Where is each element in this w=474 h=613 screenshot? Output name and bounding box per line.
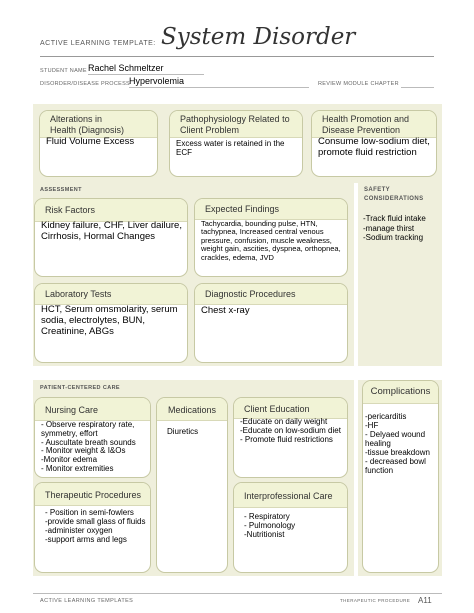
expected-findings-title: Expected Findings	[205, 204, 280, 214]
complications-box	[362, 380, 439, 573]
alterations-box	[39, 110, 158, 177]
interprofessional-care-title: Interprofessional Care	[244, 491, 333, 501]
student-name-value: Rachel Schmeltzer	[88, 63, 164, 73]
safety-text: -Track fluid intake -manage thirst -Sodium tracking	[363, 214, 426, 243]
complications-text: -pericarditis -HF - Delyaed wound healing -tissue breakdown - decreased bowl function	[365, 412, 430, 475]
risk-factors-text: Kidney failure, CHF, Liver dailure, Cirrhosis, Hormal Changes	[41, 220, 182, 242]
client-education-text: -Educate on daily weight -Educate on low-sodium diet - Promote fluid restrictions	[240, 417, 341, 444]
client-education-title: Client Education	[244, 404, 310, 414]
footer-page-number: A11	[418, 596, 432, 605]
medications-text: Diuretics	[167, 427, 199, 436]
disorder-label: DISORDER/DISEASE PROCESS	[40, 81, 131, 87]
nursing-care-title: Nursing Care	[45, 405, 99, 415]
disorder-line	[129, 87, 309, 88]
diagnostic-procedures-text: Chest x-ray	[201, 305, 250, 316]
page-title: System Disorder	[161, 24, 356, 50]
footer-left-text: ACTIVE LEARNING TEMPLATES	[40, 598, 134, 604]
risk-factors-box	[34, 198, 188, 277]
review-module-label: REVIEW MODULE CHAPTER	[318, 81, 399, 87]
complications-title: Complications	[370, 386, 431, 397]
therapeutic-procedures-text: - Position in semi-fowlers -provide small glass of fluids -administer oxygen -support arms and legs	[45, 508, 146, 544]
pathophysiology-text: Excess water is retained in the ECF	[176, 139, 285, 158]
expected-findings-text: Tachycardia, bounding pulse, HTN, tachypnea, Increased central venous pressure, confusion, muscle weakness, weight gain, ascities, dyspnea, orthopnea, crackles, edema, JVD	[201, 219, 341, 262]
pathophysiology-title: Pathophysiology Related to Client Problem	[180, 114, 290, 135]
student-name-label: STUDENT NAME	[40, 68, 87, 74]
nursing-care-box	[34, 397, 151, 478]
header-rule	[40, 56, 434, 57]
safety-band	[358, 182, 442, 366]
assessment-label: ASSESSMENT	[40, 187, 82, 193]
student-name-line	[88, 74, 204, 75]
laboratory-tests-text: HCT, Serum omsmolarity, serum sodia, electrolytes, BUN, Creatinine, ABGs	[41, 304, 178, 337]
alterations-text: Fluid Volume Excess	[46, 136, 135, 147]
medications-box	[156, 397, 228, 573]
risk-factors-title: Risk Factors	[45, 205, 96, 215]
health-promotion-title: Health Promotion and Disease Prevention	[322, 114, 410, 135]
footer-procedure-label: THERAPEUTIC PROCEDURE	[340, 598, 411, 603]
health-promotion-box	[311, 110, 437, 177]
pathophysiology-box	[169, 110, 303, 177]
therapeutic-procedures-title: Therapeutic Procedures	[45, 490, 142, 500]
expected-findings-box	[194, 198, 348, 277]
review-module-line	[401, 87, 434, 88]
client-education-box	[233, 397, 348, 478]
medications-title: Medications	[167, 405, 217, 415]
template-label: ACTIVE LEARNING TEMPLATE:	[40, 40, 156, 47]
footer-rule	[33, 593, 442, 594]
health-promotion-text: Consume low-sodium diet, promote fluid restriction	[318, 136, 430, 158]
nursing-care-text: - Observe respiratory rate, symmetry, effort - Auscultate breath sounds - Monitor weight & I&Os -Monitor edema - Monitor extremities	[41, 420, 136, 473]
diagnostic-procedures-title: Diagnostic Procedures	[205, 289, 296, 299]
laboratory-tests-box	[34, 283, 188, 363]
patient-care-label: PATIENT-CENTERED CARE	[40, 385, 121, 391]
therapeutic-procedures-box	[34, 482, 151, 573]
alterations-title: Alterations in Health (Diagnosis)	[50, 114, 125, 135]
interprofessional-care-box	[233, 482, 348, 573]
laboratory-tests-title: Laboratory Tests	[45, 289, 112, 299]
safety-title: SAFETY CONSIDERATIONS	[364, 187, 424, 202]
interprofessional-care-text: - Respiratory - Pulmonology -Nutritionist	[244, 512, 296, 539]
disorder-value: Hypervolemia	[129, 76, 185, 86]
diagnostic-procedures-box	[194, 283, 348, 363]
